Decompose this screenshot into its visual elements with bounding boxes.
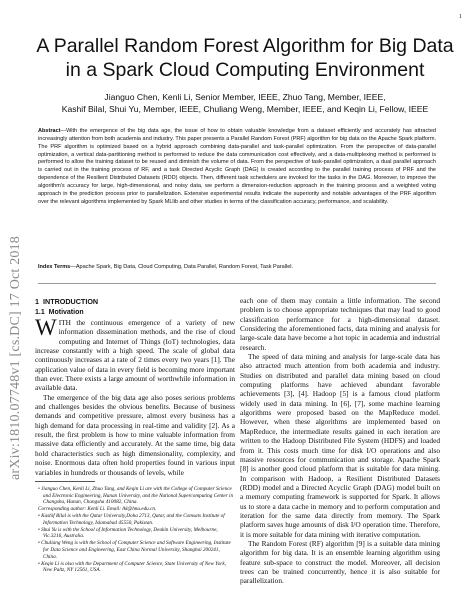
abstract-label: Abstract [38,128,61,134]
left-column [35,296,235,574]
index-terms [38,264,436,272]
footnote-divider [35,481,95,482]
page-number: 1 [459,14,462,20]
drop-cap: W [35,315,57,340]
section-title: INTRODUCTION [43,297,99,306]
footnote: • Chuliang Weng is with the School of Computer Science and Software Engineering, Institute for Data Science and Engineering, East China Normal University, Shanghai 200241, China. [38,540,231,560]
section-heading [35,296,235,307]
arxiv-watermark [6,168,26,548]
subsection-number: 1.1 [35,309,45,316]
author-list [30,92,460,115]
right-column [240,296,440,586]
right-paragraph-1: each one of them may contain a little information. The second problem is to choose appropriate techniques that may lead to good classification performance for a high-dimensional dataset. Considering the aforementioned facts, data mining and analysis for large-scale data have become a hot topic in academia and industrial research. [240,296,440,352]
right-paragraph-3: The Random Forest (RF) algorithm [9] is a suitable data mining algorithm for big data. It is an ensemble learning algorithm using feature sub-space to construct the model. Moreover, all decision trees can be trained concurrently, hence it is also suitable for parallelization. [240,538,440,586]
abstract-text: —With the emergence of the big data age, the issue of how to obtain valuable knowledge from a dataset efficiently and accurately has attracted increasingly attention from both academia and industry. This paper presents a Parallel Random Forest (PRF) algorithm for big data on the Apache Spark platform. The PRF algorithm is optimized based on a hybrid approach combining data-parallel and task-parallel optimization. From the perspective of data-parallel optimization, a vertical data-partitioning method is performed to reduce the data communication cost effectively, and a data-multiplexing method is performed is performed to allow the training dataset to be reused and diminish the volume of data. From the perspective of task-parallel optimization, a dual parallel approach is carried out in the training process of RF, and a task Directed Acyclic Graph (DAG) is created according to the parallel training process of PRF and the dependence of the Resilient Distributed Datasets (RDD) objects. Then, different task schedulers are invoked for the tasks in the DAG. Moreover, to improve the algorithm's accuracy for large, high-dimensional, and noisy data, we perform a dimension-reduction approach in the training process and a weighted voting approach in the prediction process prior to parallelization. Extensive experimental results indicate the superiority and notable advantages of the PRF algorithm over the relevant algorithms implemented by Spark MLlib and other studies in terms of the classification accuracy, performance, and scalability. [38,128,436,205]
footnote: • Jianguo Chen, Kenli Li, Zhuo Tang, and Keqin Li are with the College of Computer Science and Electronic Engineering, Hunan University, and the National Supercomputing Center in Changsha, Hunan, Changsha 410082, China. [38,485,234,506]
subsection-title: Motivation [48,309,84,316]
left-paragraph-2: The emergence of the big data age also poses serious problems and challenges besides the obvious benefits. Because of business demands and competitive pressure, almost every business has a high demand for data processing in real-time and validity [2]. As a result, the first problem is how to mine valuable information from massive data efficiently and accurately. At the same time, big data hold characteristics such as high dimensionality, complexity, and noise. Enormous data often hold properties found in various input variables in hundreds or thousands of levels, while [35,392,235,477]
header-divider [38,283,436,284]
left-paragraph-1 [35,315,235,393]
right-paragraph-2: The speed of data mining and analysis for large-scale data has also attracted much attention from both academia and industry. Studies on distributed and parallel data mining based on cloud computing platforms have achieved abundant favorable achievements [3], [4]. Hadoop [5] is a famous cloud platform widely used in data mining. In [6], [7], some machine learning algorithms were proposed based on the MapReduce model. However, when these algorithms are implemented based on MapReduce, the intermediate results gained in each iteration are written to the Hadoop Distributed File System (HDFS) and loaded from it. This costs much time for disk I/O operations and also massive resources for communication and storage. Apache Spark [8] is another good cloud platform that is suitable for data mining. In comparison with Hadoop, a Resilient Distributed Datasets (RDD) model and a Directed Acyclic Graph (DAG) model built on a memory computing framework is supported for Spark. It allows us to store a data cache in memory and to perform computation and iteration for the same data directly from memory. The Spark platform saves huge amounts of disk I/O operation time. Therefore, it is more suitable for data mining with iterative computation. [240,352,440,539]
arxiv-id: arXiv:1810.07748v1 [cs.DC] 17 Oct 2018 [8,235,23,481]
author-line-2: Kashif Bilal, Shui Yu, Member, IEEE, Chuliang Weng, Member, IEEE, and Keqin Li, Fellow, IEEE [61,103,429,114]
subsection-heading [35,307,235,318]
footnote: • Shui Yu is with the School of Information Technology, Deakin University, Melbourne, Vic.3216, Australia. [38,526,218,540]
footnotes [35,486,235,574]
index-terms-label: Index Terms [38,264,71,270]
author-line-1: Jianguo Chen, Kenli Li, Senior Member, IEEE, Zhuo Tang, Member, IEEE, [104,92,386,102]
footnote: Corresponding author: Kenli Li. Email: lkl@hnu.edu.cn. [38,506,157,513]
footnote: • Kashif Bilal is with the Qatar University,Doha 2713, Qatar, and the Comsats Institute of Information Technology, Islamabad 45550, Pakistan. [38,513,225,526]
footnote: • Keqin Li is also with the Department of Computer Science, State University of New York, New Paltz, NY 12561, USA. [38,560,226,574]
abstract [38,128,436,206]
paper-title: A Parallel Random Forest Algorithm for Big Data in a Spark Cloud Computing Environment [36,35,454,81]
index-terms-text: —Apache Spark, Big Data, Cloud Computing, Data Parallel, Random Forest, Task Parallel. [70,264,294,270]
left-paragraph-1-text: ITH the continuous emergence of a variety of new information dissemination methods, and the rise of cloud computing and Internet of Things (IoT) technologies, data increase constantly with a high speed. The scale of global data continuously increases at a rate of 2 times every two years [1]. The application value of data in every field is becoming more important than ever. There exists a large amount of worthwhile information in available data. [35,318,235,393]
section-number: 1 [35,297,39,306]
